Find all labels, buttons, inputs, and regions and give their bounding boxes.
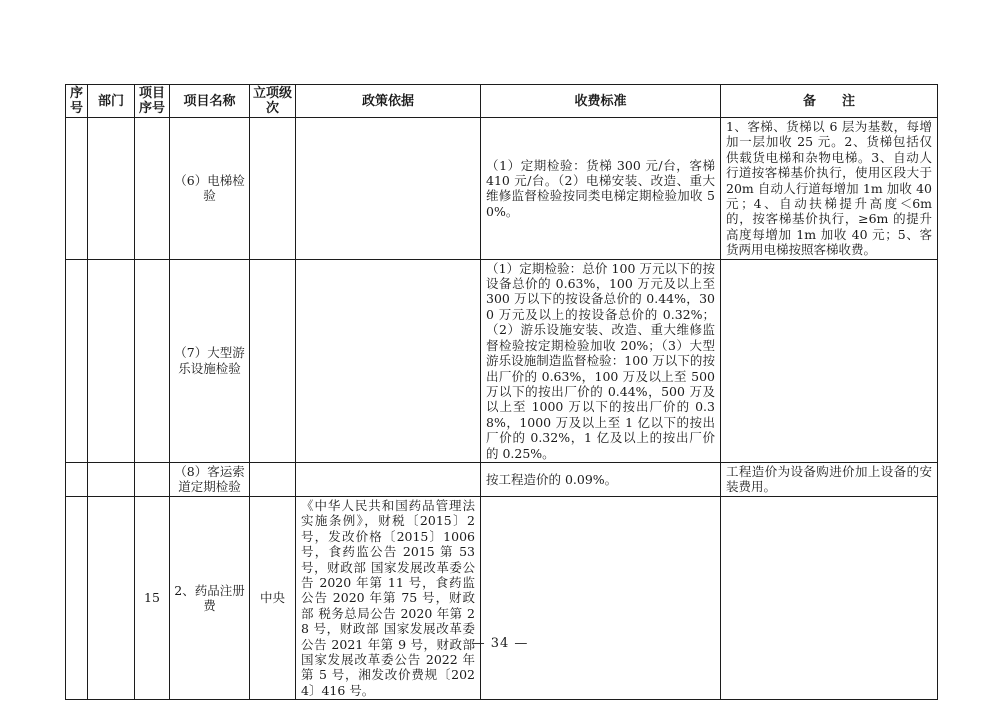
level-cell: 中央: [250, 496, 296, 699]
item-no-cell: 15: [135, 496, 170, 699]
policy-cell: [296, 118, 481, 260]
seq-cell: [66, 118, 88, 260]
standard-cell: 按工程造价的 0.09%。: [481, 462, 721, 496]
item-no-cell: [135, 259, 170, 462]
remark-cell: 1、客梯、货梯以 6 层为基数，每增加一层加收 25 元。2、货梯包括仅供载货电梯和杂物电梯。3、自动人行道按客梯基价执行，使用区段大于 20m 自动人行道每增加 1m 加收 40 元；4、自动扶梯提升高度＜6m 的，按客梯基价执行，≥6m 的提升高度每增加 1m 加收 40 元；5、客货两用电梯按照客梯收费。: [721, 118, 938, 260]
policy-cell: [296, 259, 481, 462]
item-name-cell: （7）大型游乐设施检验: [170, 259, 250, 462]
dept-cell: [88, 259, 135, 462]
table-row: [66, 259, 938, 462]
table-row: [66, 462, 938, 496]
remark-cell: [721, 496, 938, 699]
page-number: — 34 —: [471, 636, 529, 651]
standard-cell: [481, 496, 721, 699]
table-header-row: [66, 85, 938, 118]
policy-cell: 《中华人民共和国药品管理法实施条例》，财税〔2015〕2 号，发改价格〔2015〕1006 号，食药监公告 2015 第 53 号，财政部 国家发展改革委公告 2020 年第 11 号，食药监公告 2020 年第 75 号，财政部 税务总局公告 2020 年第 28 号，财政部 国家发展改革委公告 2021 年第 9 号，财政部 国家发展改革委公告 2022 年第 5 号，湘发改价费规〔2024〕416 号。: [296, 496, 481, 699]
seq-cell: [66, 259, 88, 462]
col-header-level: 立项级次: [250, 85, 296, 118]
table-row: [66, 496, 938, 699]
policy-cell: [296, 462, 481, 496]
remark-cell: [721, 259, 938, 462]
item-name-cell: （8）客运索道定期检验: [170, 462, 250, 496]
dept-cell: [88, 118, 135, 260]
item-name-cell: （6）电梯检验: [170, 118, 250, 260]
seq-cell: [66, 496, 88, 699]
fee-table: [65, 84, 938, 700]
dept-cell: [88, 462, 135, 496]
seq-cell: [66, 462, 88, 496]
remark-cell: 工程造价为设备购进价加上设备的安装费用。: [721, 462, 938, 496]
standard-cell: （1）定期检验：总价 100 万元以下的按设备总价的 0.63%，100 万元及以上至 300 万以下的按设备总价的 0.44%，300 万元及以上的按设备总价的 0.32%；（2）游乐设施安装、改造、重大维修监督检验按定期检验加收 20%；（3）大型游乐设施制造监督检验：100 万以下的按出厂价的 0.63%，100 万及以上至 500 万以下的按出厂价的 0.44%，500 万及以上至 1000 万以下的按出厂价的 0.38%，1000 万及以上至 1 亿以下的按出厂价的 0.32%，1 亿及以上的按出厂价的 0.25%。: [481, 259, 721, 462]
col-header-remark: 备 注: [721, 85, 938, 118]
level-cell: [250, 259, 296, 462]
level-cell: [250, 462, 296, 496]
standard-cell: （1）定期检验：货梯 300 元/台，客梯 410 元/台。（2）电梯安装、改造、重大维修监督检验按同类电梯定期检验加收 50%。: [481, 118, 721, 260]
item-name-cell: 2、药品注册费: [170, 496, 250, 699]
col-header-dept: 部门: [88, 85, 135, 118]
col-header-standard: 收费标准: [481, 85, 721, 118]
col-header-name: 项目名称: [170, 85, 250, 118]
table-row: [66, 118, 938, 260]
item-no-cell: [135, 462, 170, 496]
item-no-cell: [135, 118, 170, 260]
col-header-item-no: 项目序号: [135, 85, 170, 118]
level-cell: [250, 118, 296, 260]
col-header-seq: 序号: [66, 85, 88, 118]
col-header-policy: 政策依据: [296, 85, 481, 118]
dept-cell: [88, 496, 135, 699]
